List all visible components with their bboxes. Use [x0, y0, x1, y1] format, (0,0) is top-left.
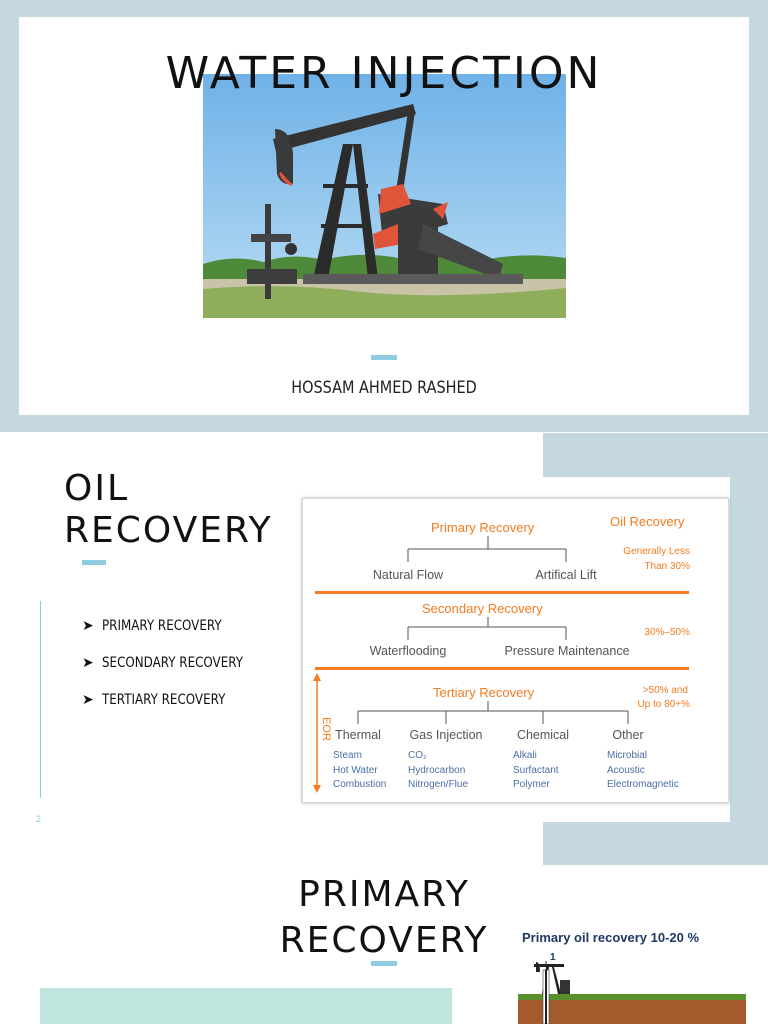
diagram-header: Oil Recovery: [610, 514, 685, 529]
slide2-title: [64, 468, 273, 552]
eor-item: Microbial: [607, 750, 648, 761]
slide2-accent-dash: [82, 560, 106, 565]
tertiary-note-line1: >50% and: [642, 685, 688, 696]
eor-label: EOR: [320, 717, 332, 741]
primary-recovery-illustration: [518, 950, 748, 1024]
secondary-title: Secondary Recovery: [422, 601, 543, 616]
eor-item: Alkali: [513, 750, 537, 761]
eor-item: Steam: [333, 750, 362, 761]
eor-item: Hot Water: [333, 765, 378, 776]
eor-item: CO₂: [408, 750, 427, 761]
page-number: 2: [36, 814, 42, 824]
slide3-title-line2: RECOVERY: [279, 920, 489, 961]
arrow-bullet-icon: ➤: [82, 692, 94, 708]
secondary-method-waterflooding: Waterflooding: [369, 644, 447, 658]
slide2-vertical-rule: [40, 601, 41, 798]
eor-item: Surfactant: [513, 765, 559, 776]
oil-recovery-diagram: [302, 498, 729, 803]
primary-recovery-image-title: Primary oil recovery 10-20 %: [522, 930, 700, 945]
eor-category-chemical: Chemical: [516, 728, 570, 742]
tertiary-title: Tertiary Recovery: [433, 685, 535, 700]
arrow-bullet-icon: ➤: [82, 618, 94, 634]
title-accent-dash: [371, 355, 397, 360]
primary-method-natural-flow: Natural Flow: [372, 568, 444, 582]
eor-item: Acoustic: [607, 765, 645, 776]
tertiary-note-line2: Up to 80+%: [637, 699, 690, 710]
bullet-item: ➤ SECONDARY RECOVERY: [82, 655, 243, 671]
author-name: HOSSAM AHMED RASHED: [291, 378, 477, 398]
slide2-title-line2: RECOVERY: [64, 510, 273, 551]
pumpjack-photo: [203, 74, 566, 318]
eor-item: Hydrocarbon: [408, 765, 466, 776]
eor-category-other: Other: [612, 728, 644, 742]
primary-note-line1: Generally Less: [623, 546, 690, 557]
eor-item: Polymer: [513, 779, 550, 790]
primary-note-line2: Than 30%: [644, 561, 690, 572]
secondary-note: 30%–50%: [644, 627, 690, 638]
arrow-bullet-icon: ➤: [82, 655, 94, 671]
bullet-item: ➤ PRIMARY RECOVERY: [82, 618, 222, 634]
bullet-item: ➤ TERTIARY RECOVERY: [82, 692, 226, 708]
eor-item: Nitrogen/Flue: [408, 779, 469, 790]
presentation-title: WATER INJECTION: [165, 48, 603, 99]
slide3-title-line1: PRIMARY: [298, 874, 470, 915]
illustration-marker: 1: [550, 952, 556, 963]
eor-item: Electromagnetic: [607, 779, 679, 790]
eor-category-thermal: Thermal: [335, 728, 381, 742]
eor-category-gas-injection: Gas Injection: [409, 728, 483, 742]
eor-item: Combustion: [333, 779, 387, 790]
slide3-teal-panel: [40, 988, 452, 1024]
secondary-method-pressure-maintenance: Pressure Maintenance: [504, 644, 630, 658]
primary-method-artificial-lift: Artifical Lift: [535, 568, 597, 582]
slide3-accent-dash: [371, 961, 397, 966]
primary-title: Primary Recovery: [431, 520, 535, 535]
slide2-title-line1: OIL: [64, 468, 130, 509]
